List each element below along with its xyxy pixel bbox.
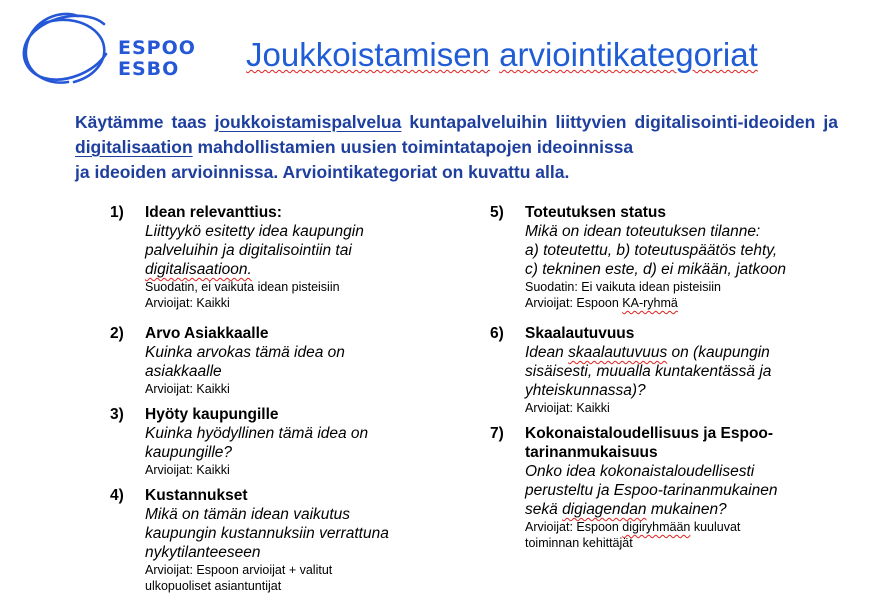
category-item-implementation-status <box>490 203 850 311</box>
item-question: kaupungille? <box>145 444 233 461</box>
item-evaluators-text: KA-ryhmä <box>622 296 678 310</box>
category-item-city-benefit <box>110 405 450 478</box>
item-heading: Toteutuksen status <box>525 204 666 221</box>
item-evaluators: ulkopuoliset asiantuntijat <box>145 579 282 593</box>
item-evaluators: Arvioijat: Espoon arvioijat + valitut <box>145 563 333 577</box>
item-question-text: mukainen? <box>646 501 727 518</box>
item-question <box>145 260 450 279</box>
item-question <box>525 500 850 519</box>
category-item-customer-value <box>110 324 450 397</box>
category-item-scalability <box>490 324 850 416</box>
category-list-left <box>110 203 450 594</box>
item-question: a) toteutettu, b) toteutuspäätös tehty, <box>525 242 778 259</box>
item-evaluators <box>525 295 850 311</box>
item-heading: Arvo Asiakkaalle <box>145 325 269 342</box>
item-question: sisäisesti, muualla kuntakentässä ja <box>525 363 772 380</box>
category-item-relevance <box>110 203 450 311</box>
item-evaluators: toiminnan kehittäjät <box>525 536 633 550</box>
item-question: perusteltu ja Espoo-tarinanmukainen <box>525 482 778 499</box>
item-question-text: on (kaupungin <box>667 344 770 361</box>
intro-text: ja ideoiden arvioinnissa. Arviointikategoriat on kuvattu alla. <box>75 162 570 182</box>
item-evaluators: Arvioijat: Kaikki <box>145 296 230 310</box>
item-note: Suodatin: Ei vaikuta idean pisteisiin <box>525 280 721 294</box>
title-word-2: arviointikategoriat <box>499 36 758 73</box>
item-heading: Kustannukset <box>145 487 248 504</box>
item-question: Onko idea kokonaistaloudellisesti <box>525 463 755 480</box>
item-evaluators-text: Arvioijat: Espoon <box>525 520 623 534</box>
item-question-text: skaalautuvuus <box>568 344 668 361</box>
espoo-logo <box>18 10 196 88</box>
item-question <box>525 343 850 362</box>
item-number: 5) <box>490 204 504 221</box>
page-title <box>246 36 758 74</box>
item-evaluators: Arvioijat: Kaikki <box>145 463 230 477</box>
item-question-text: digitalisaatioon. <box>145 261 252 278</box>
category-list-right <box>490 203 850 551</box>
item-heading: Skaalautuvuus <box>525 325 635 342</box>
intro-paragraph <box>75 110 838 185</box>
item-question: yhteiskunnassa)? <box>525 382 646 399</box>
item-question-text: Idean <box>525 344 569 361</box>
item-heading: Kokonaistaloudellisuus ja Espoo- <box>525 425 774 442</box>
item-question: Kuinka arvokas tämä idea on <box>145 344 345 361</box>
item-question: palveluihin ja digitalisointiin tai <box>145 242 352 259</box>
item-question-text: sekä <box>525 501 563 518</box>
item-question: kaupungin kustannuksiin verrattuna <box>145 525 389 542</box>
item-evaluators-text: kuuluvat <box>690 520 741 534</box>
intro-text: Käytämme taas <box>75 112 215 132</box>
category-item-cost-effectiveness <box>490 424 850 551</box>
item-evaluators-text: digiryhmään <box>622 520 691 534</box>
item-question: Mikä on idean toteutuksen tilanne: <box>525 223 761 240</box>
item-evaluators <box>525 519 850 535</box>
item-question-text: digiagendan <box>562 501 647 518</box>
item-question: Mikä on tämän idean vaikutus <box>145 506 351 523</box>
item-evaluators: Arvioijat: Kaikki <box>145 382 230 396</box>
item-number: 3) <box>110 406 124 423</box>
item-evaluators: Arvioijat: Kaikki <box>525 401 610 415</box>
item-question: Liittyykö esitetty idea kaupungin <box>145 223 364 240</box>
item-number: 6) <box>490 325 504 342</box>
intro-text: kuntapalveluihin liittyvien digitalisointi-ideoiden ja <box>401 112 838 132</box>
item-number: 1) <box>110 204 124 221</box>
espoo-logo-mark-icon <box>18 10 114 88</box>
item-number: 7) <box>490 425 504 442</box>
item-number: 2) <box>110 325 124 342</box>
item-note: Suodatin, ei vaikuta idean pisteisiin <box>145 280 340 294</box>
intro-text: mahdollistamien uusien toimintatapojen ideoinnissa <box>192 137 634 157</box>
title-word-1: Joukkoistamisen <box>246 36 490 73</box>
logo-text-espoo: ESPOO <box>118 37 196 59</box>
item-heading: Idean relevanttius: <box>145 204 282 221</box>
item-question: asiakkaalle <box>145 363 222 380</box>
logo-text-esbo: ESBO <box>118 58 180 80</box>
item-heading: tarinanmukaisuus <box>525 444 658 461</box>
item-number: 4) <box>110 487 124 504</box>
category-item-costs <box>110 486 450 594</box>
item-evaluators-text: Arvioijat: Espoon <box>525 296 623 310</box>
item-heading: Hyöty kaupungille <box>145 406 279 423</box>
item-question: nykytilanteeseen <box>145 544 261 561</box>
intro-text: joukkoistamispalvelua <box>214 112 402 132</box>
item-question: Kuinka hyödyllinen tämä idea on <box>145 425 369 442</box>
item-question: c) tekninen este, d) ei mikään, jatkoon <box>525 261 787 278</box>
intro-text: digitalisaation <box>75 137 193 157</box>
